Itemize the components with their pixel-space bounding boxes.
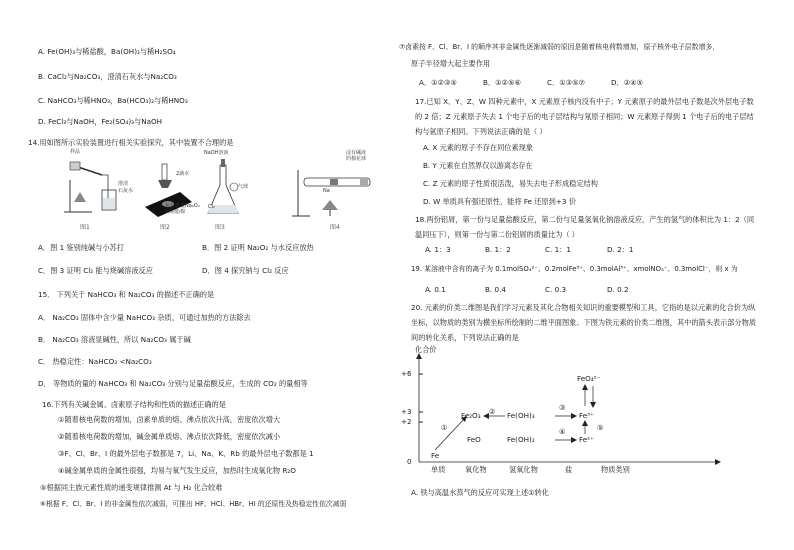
q16-item-7: ⑦卤素按 F、Cl、Br、I 的顺序其非金属性逐渐减弱的原因是随着核电荷数增加，原子核外电子层数增多， (399, 43, 720, 51)
node-feoh2: Fe(OH)₂ (507, 435, 535, 444)
q18-option-b: B. 1：2 (485, 245, 511, 254)
fig3-cl2-label: Cl₂ (208, 204, 215, 210)
q19-text: 19. 某溶液中含有的离子为 0.1molSO₄²⁻、0.2molFe³⁺、0.3molAl³⁺、xmolNO₃⁻、0.3molCl⁻，则 x 为 (411, 265, 738, 273)
q16-item-1: ①随着核电荷数的增加，卤素单质的熔、沸点依次升高，密度依次增大 (58, 415, 281, 424)
q16-item-5: ⑤根据同主族元素性质的递变规律推测 At 与 H₂ 化合较难 (40, 483, 223, 492)
q15-option-b: B． Na₂CO₃ 溶液显碱性，所以 Na₂CO₃ 属于碱 (38, 335, 191, 344)
q16-option-c: C．①③⑤⑦ (547, 78, 585, 87)
q16-option-b: B．①②⑤⑥ (483, 78, 521, 87)
fig2-caption: 图2 (160, 224, 170, 231)
fig3-balloon-label: 气球 (238, 184, 249, 190)
ytick-plus2: +2 (401, 417, 412, 426)
q16-title: 16.下列有关碱金属、卤素原子结构和性质的描述正确的是 (42, 400, 226, 409)
q19-option-a: A. 0.1 (425, 285, 446, 294)
fig2-drip-label: 2滴水 (176, 171, 190, 177)
q16-option-d: D．②④⑤ (611, 78, 644, 87)
q19-option-b: B. 0.4 (485, 285, 506, 294)
figure-4-tube-apparatus (290, 160, 380, 220)
node-feo4: FeO₄²⁻ (577, 374, 601, 383)
xtick-hydroxide: 氢氧化物 (509, 465, 538, 474)
q18-option-a: A. 1：3 (425, 245, 451, 254)
q13-option-d: D. FeCl₃与NaOH，Fe₂(SO₄)₃与NaOH (38, 117, 163, 126)
node-fe2o3: Fe₂O₃ (461, 411, 481, 420)
ytick-plus6: +6 (401, 369, 412, 378)
q16-option-a: A．①②③⑤ (419, 78, 457, 87)
q13-option-b: B. CaCl₂与Na₂CO₃，澄清石灰水与Na₂CO₃ (38, 72, 177, 81)
q17-option-c: C. Z 元素的原子性质很活泼，易失去电子形成稳定结构 (423, 179, 598, 188)
ytick-plus3: +3 (401, 407, 412, 416)
q20-text: 20. 元素的价类二维图是我们学习元素及其化合物相关知识的重要模型和工具，它指的是以元素的化合价为纵坐标，以物质的类别为横坐标所绘制的二维平面图象。下图为铁元素的价类二维图，其中的箭头表示部分物质间的转化关系，下列说法正确的是 (411, 303, 757, 342)
q19-option-d: D. 0.2 (607, 285, 629, 294)
arrow-label-5: ⑤ (597, 423, 604, 432)
iron-valence-class-diagram (397, 350, 727, 480)
diagram-ylabel: 化合价 (415, 345, 437, 354)
node-feoh3: Fe(OH)₃ (507, 411, 535, 420)
q14-option-c: C．图 3 证明 Cl₂ 能与烧碱溶液反应 (38, 266, 153, 275)
arrow-label-2: ② (489, 407, 496, 416)
arrow-label-3: ③ (559, 403, 566, 412)
node-feo: FeO (467, 435, 481, 444)
q17-option-d: D. W 单质具有强还原性，能将 Fe 还原到+3 价 (423, 197, 576, 206)
q16-item-7-cont: 原子半径增大起主要作用 (411, 59, 491, 68)
q15-option-c: C． 热稳定性：NaHCO₃ <Na₂CO₃ (38, 357, 152, 366)
fig1-limewater-label: 澄清 石灰水 (118, 181, 134, 194)
q14-option-a: A．图 1 鉴别纯碱与小苏打 (38, 243, 124, 252)
q16-item-4: ④碱金属单质的金属性很强，均易与氧气发生反应，加热时生成氧化物 R₂O (58, 466, 296, 475)
fig2-cotton-label: 包有足量Na₂O₂ 的脱脂棉 (165, 203, 200, 215)
q16-item-3: ③F、Cl、Br、I 的最外层电子数都是 7，Li、Na、K、Rb 的最外层电子数都是 1 (58, 449, 314, 458)
node-fe: Fe (431, 451, 440, 460)
q16-item-2: ②随着核电荷数的增加，碱金属单质熔、沸点依次降低，密度依次减小 (58, 432, 281, 441)
q13-option-a: A. Fe(OH)₃与稀盐酸，Ba(OH)₂与稀H₂SO₄ (38, 47, 176, 56)
q20-option-a: A. 铁与高温水蒸气的反应可实现上述①转化 (411, 488, 549, 497)
fig3-naoh-label: NaOH溶液 (204, 150, 229, 156)
arrow-label-4: ④ (559, 427, 566, 436)
xtick-elemental: 单质 (431, 465, 446, 474)
fig1-sample-label: 样品 (70, 149, 81, 155)
q15-title: 15． 下列关于 NaHCO₃ 和 Na₂CO₃ 的描述不正确的是 (38, 290, 215, 299)
node-fe2: Fe²⁺ (579, 435, 594, 444)
node-fe3: Fe³⁺ (579, 411, 594, 420)
q18-option-d: D. 2：1 (607, 245, 634, 254)
q13-option-c: C. NaHCO₃与稀HNO₃，Ba(HCO₃)₂与稀HNO₃ (38, 96, 188, 105)
fig3-caption: 图3 (215, 224, 225, 231)
fig4-cotton-label: 浸有碱液 的棉花球 (346, 150, 367, 162)
q14-option-d: D．图 4 探究钠与 Cl₂ 反应 (202, 266, 289, 275)
q16-item-6: ⑥根据 F、Cl、Br、I 的非金属性依次减弱，可推出 HF、HCl、HBr、HI 的还原性及热稳定性依次减弱 (40, 500, 347, 508)
q17-text: 17.已知 X、Y、Z、W 四种元素中，X 元素原子核内没有中子；Y 元素原子的最外层电子数是次外层电子数的 2 倍；Z 元素原子失去 1 个电子后的电子层结构与氖原子相同；W 元素原子得到 1 个电子后的电子层结构与氩原子相同。下列说法正确的是（ ） (415, 97, 754, 136)
ytick-zero: 0 (407, 457, 412, 466)
q14-option-b: B．图 2 证明 Na₂O₂ 与水反应放热 (202, 243, 314, 252)
q19-option-c: C. 0.3 (545, 285, 567, 294)
fig4-caption: 图4 (330, 224, 340, 231)
xtick-salt: 盐 (565, 465, 573, 474)
q15-option-a: A． Na₂CO₃ 固体中含少量 NaHCO₃ 杂质，可通过加热的方法除去 (38, 313, 251, 322)
q18-option-c: C. 1：1 (545, 245, 571, 254)
xtick-class: 物质类别 (601, 465, 630, 474)
q17-option-b: B. Y 元素在自然界仅以游离态存在 (423, 161, 533, 170)
fig4-na-label: Na (323, 188, 330, 194)
fig1-caption: 图1 (80, 224, 90, 231)
q18-text: 18.两份铝屑，第一份与足量盐酸反应，第二份与足量氢氧化钠溶液反应，产生的氢气的体积比为 1：2（同温同压下），则第一份与第二份铝屑的质量比为（ ） (415, 215, 755, 239)
q14-title: 14.用如图所示实验装置进行相关实验探究，其中装置不合理的是 (28, 138, 234, 147)
q15-option-d: D． 等物质的量的 NaHCO₃ 和 Na₂CO₃ 分别与足量盐酸反应，生成的 CO₂ 的量相等 (38, 379, 308, 388)
q17-option-a: A. X 元素的原子不存在同位素现象 (423, 143, 534, 152)
xtick-oxide: 氧化物 (465, 465, 487, 474)
arrow-label-1: ① (441, 423, 448, 432)
